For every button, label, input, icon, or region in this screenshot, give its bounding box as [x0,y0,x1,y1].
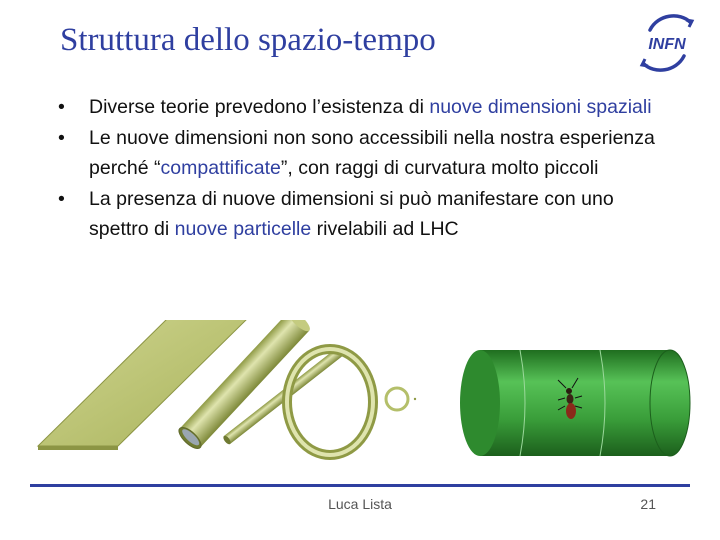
highlighted-text: compattificate [160,157,281,179]
bullet-text: rivelabili ad LHC [311,218,459,240]
infn-logo-icon [636,12,698,74]
highlighted-text: nuove dimensioni spaziali [429,96,652,118]
compactified-dimensions-illustration [0,320,720,460]
bullet-text: Diverse teorie prevedono l’esistenza di [89,96,430,118]
bullet-item [58,92,678,123]
green-cylinder [460,350,690,456]
small-ring [386,388,408,410]
logo-text: INFN [648,36,686,53]
bullet-marker: • [58,126,65,149]
slide-title: Struttura dello spazio-tempo [60,22,436,58]
flat-sheet [38,320,248,450]
footer-author: Luca Lista [328,496,392,512]
bullet-text: Le nuove dimensioni non sono accessibili nella nostra esperienza perché “ [89,126,655,179]
bullet-item [58,184,678,245]
bullet-text: ”, con raggi di curvatura molto piccoli [280,157,599,179]
bullet-marker: • [58,96,65,118]
page-number: 21 [640,496,656,512]
footer-divider [30,484,690,487]
highlighted-text: nuove particelle [174,218,312,240]
bullet-item [58,123,678,184]
bullet-list [58,92,678,245]
tiny-dot [414,398,416,400]
bullet-marker: • [58,187,65,210]
bullet-text: La presenza di nuove dimensioni si può manifestare con uno spettro di [89,187,614,240]
